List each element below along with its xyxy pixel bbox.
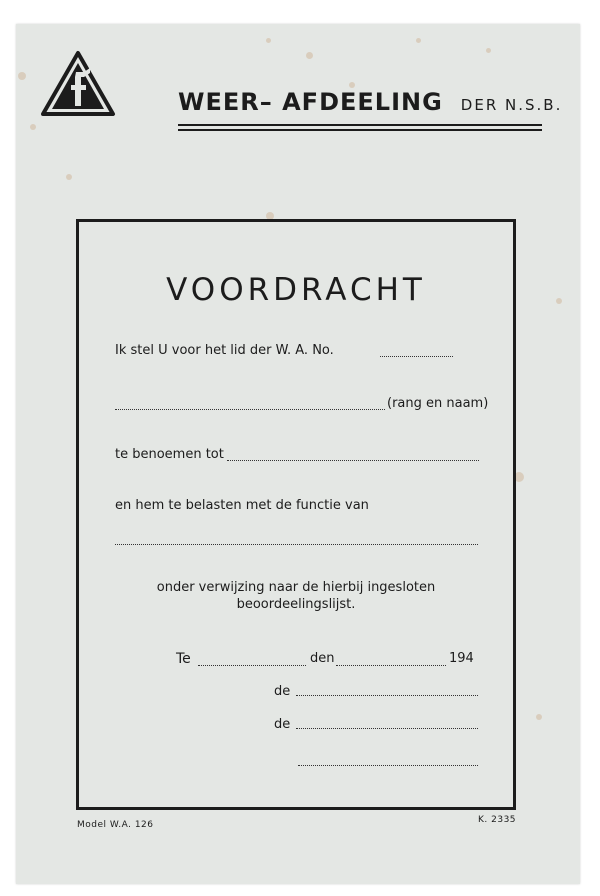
signature-2-label: de (274, 717, 291, 732)
stain-spot (536, 714, 542, 720)
organization-name: WEER– AFDEELING (178, 88, 443, 116)
appoint-field[interactable] (227, 460, 479, 461)
year-prefix: 194 (449, 651, 474, 666)
rank-name-label: (rang en naam) (387, 396, 489, 411)
reference-line-2: beoordeelingslijst. (236, 597, 356, 612)
appoint-label: te benoemen tot (115, 447, 224, 462)
function-label: en hem te belasten met de functie van (115, 498, 369, 513)
stain-spot (66, 174, 72, 180)
wa-logo-icon (40, 50, 116, 118)
stain-spot (30, 124, 36, 130)
form-title: VOORDRACHT (166, 272, 426, 308)
model-number: Model W.A. 126 (77, 820, 154, 830)
member-number-label: Ik stel U voor het lid der W. A. No. (115, 343, 334, 358)
header-rule-bottom (178, 129, 542, 131)
member-number-field[interactable] (380, 356, 453, 357)
reference-line-1: onder verwijzing naar de hierbij ingesloten (156, 580, 436, 595)
stain-spot (306, 52, 313, 59)
rank-name-field[interactable] (115, 409, 385, 410)
signature-3-field[interactable] (298, 765, 478, 766)
stain-spot (266, 38, 271, 43)
header-rule-top (178, 124, 542, 126)
print-code: K. 2335 (478, 815, 517, 825)
date-label: den (310, 651, 335, 666)
stain-spot (556, 298, 562, 304)
organization-subtitle: DER N.S.B. (460, 96, 563, 114)
stain-spot (18, 72, 26, 80)
signature-1-label: de (274, 684, 291, 699)
function-field[interactable] (115, 544, 478, 545)
stain-spot (416, 38, 421, 43)
place-field[interactable] (198, 665, 306, 666)
signature-2-field[interactable] (296, 728, 478, 729)
stain-spot (486, 48, 491, 53)
date-field[interactable] (336, 665, 446, 666)
organization-title (178, 88, 562, 116)
signature-1-field[interactable] (296, 695, 478, 696)
place-label: Te (176, 651, 191, 667)
